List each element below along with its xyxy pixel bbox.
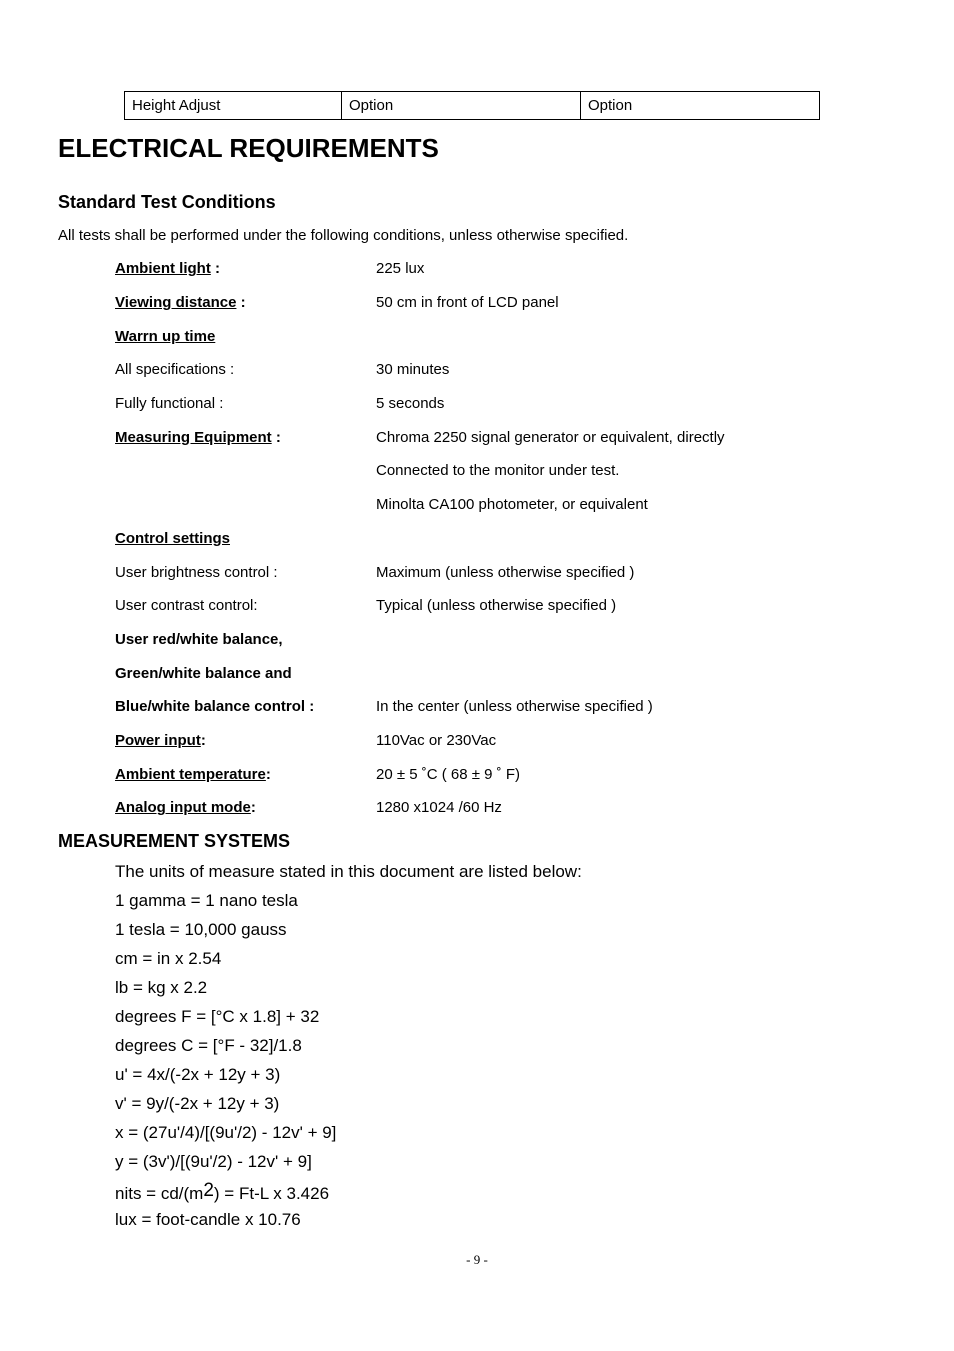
- unit-line: cm = in x 2.54: [115, 949, 222, 968]
- section-title: ELECTRICAL REQUIREMENTS: [58, 133, 439, 163]
- condition-label: Control settings: [115, 529, 230, 547]
- unit-line: y = (3v')/[(9u'/2) - 12v' + 9]: [115, 1152, 312, 1171]
- condition-value: In the center (unless otherwise specified ): [376, 698, 653, 716]
- condition-label: Analog input mode:: [115, 799, 256, 817]
- unit-line: degrees F = [°C x 1.8] + 32: [115, 1007, 320, 1026]
- condition-label: Ambient light :: [115, 260, 220, 278]
- condition-control-settings: [115, 522, 725, 556]
- condition-value: 30 minutes: [376, 361, 450, 379]
- condition-label: User red/white balance,: [115, 630, 283, 648]
- condition-warm-up-time: [115, 319, 725, 353]
- units-list: [115, 857, 582, 1234]
- units-intro: The units of measure stated in this document are listed below:: [115, 862, 582, 881]
- measurement-systems-title: MEASUREMENT SYSTEMS: [58, 831, 291, 851]
- condition-value: 5 seconds: [376, 395, 445, 413]
- condition-value: Connected to the monitor under test.: [376, 462, 620, 480]
- condition-all-specifications: [115, 353, 725, 387]
- condition-value: Maximum (unless otherwise specified ): [376, 563, 635, 581]
- condition-power-input: [115, 724, 725, 758]
- condition-fully-functional: [115, 387, 725, 421]
- condition-viewing-distance: [115, 286, 725, 320]
- condition-label: User contrast control:: [115, 597, 258, 615]
- unit-line-nits: nits = cd/(m2) = Ft-L x 3.426: [115, 1180, 330, 1203]
- condition-ambient-temperature: [115, 757, 725, 791]
- condition-value: 20 ± 5 ˚C ( 68 ± 9 ˚ F): [376, 765, 521, 783]
- condition-value: 225 lux: [376, 260, 425, 278]
- spec-table: [124, 91, 820, 120]
- table-cell: Option: [581, 92, 820, 120]
- condition-value: 110Vac or 230Vac: [376, 731, 497, 749]
- intro-text: All tests shall be performed under the following conditions, unless otherwise specified.: [58, 227, 629, 244]
- unit-line: degrees C = [°F - 32]/1.8: [115, 1036, 302, 1055]
- unit-line: x = (27u'/4)/[(9u'/2) - 12v' + 9]: [115, 1123, 337, 1142]
- table-row: [125, 92, 820, 120]
- condition-label: Ambient temperature:: [115, 765, 271, 783]
- condition-label: Viewing distance :: [115, 294, 246, 312]
- condition-measuring-equipment-cont: [115, 488, 725, 522]
- condition-value: Chroma 2250 signal generator or equivalent, directly: [376, 428, 725, 446]
- condition-measuring-equipment: [115, 420, 725, 454]
- condition-label: Power input:: [115, 731, 206, 749]
- condition-value: Minolta CA100 photometer, or equivalent: [376, 496, 648, 514]
- condition-value: Typical (unless otherwise specified ): [376, 597, 617, 615]
- condition-red-white-balance: [115, 623, 725, 657]
- unit-line: lux = foot-candle x 10.76: [115, 1210, 301, 1229]
- condition-label: Warrn up time: [115, 327, 216, 345]
- table-cell: Option: [342, 92, 581, 120]
- condition-label: Blue/white balance control :: [115, 698, 315, 716]
- condition-label: User brightness control :: [115, 563, 278, 581]
- condition-label: Green/white balance and: [115, 664, 292, 682]
- condition-green-white-balance: [115, 656, 725, 690]
- condition-value: 1280 x1024 /60 Hz: [376, 799, 502, 817]
- condition-label: Measuring Equipment :: [115, 428, 281, 446]
- page-number: - 9 -: [466, 1252, 488, 1267]
- unit-line: lb = kg x 2.2: [115, 978, 208, 997]
- table-cell: Height Adjust: [125, 92, 342, 120]
- condition-blue-white-balance: [115, 690, 725, 724]
- condition-label: All specifications :: [115, 361, 235, 379]
- unit-line: v' = 9y/(-2x + 12y + 3): [115, 1094, 280, 1113]
- test-conditions: [115, 252, 725, 825]
- condition-measuring-equipment-cont: [115, 454, 725, 488]
- condition-ambient-light: [115, 252, 725, 286]
- subsection-title: Standard Test Conditions: [58, 192, 276, 212]
- unit-line: 1 gamma = 1 nano tesla: [115, 891, 298, 910]
- unit-line: u' = 4x/(-2x + 12y + 3): [115, 1065, 281, 1084]
- condition-analog-input-mode: [115, 791, 725, 825]
- condition-user-brightness: [115, 555, 725, 589]
- unit-line: 1 tesla = 10,000 gauss: [115, 920, 287, 939]
- condition-value: 50 cm in front of LCD panel: [376, 294, 559, 312]
- condition-user-contrast: [115, 589, 725, 623]
- condition-label: Fully functional :: [115, 395, 224, 413]
